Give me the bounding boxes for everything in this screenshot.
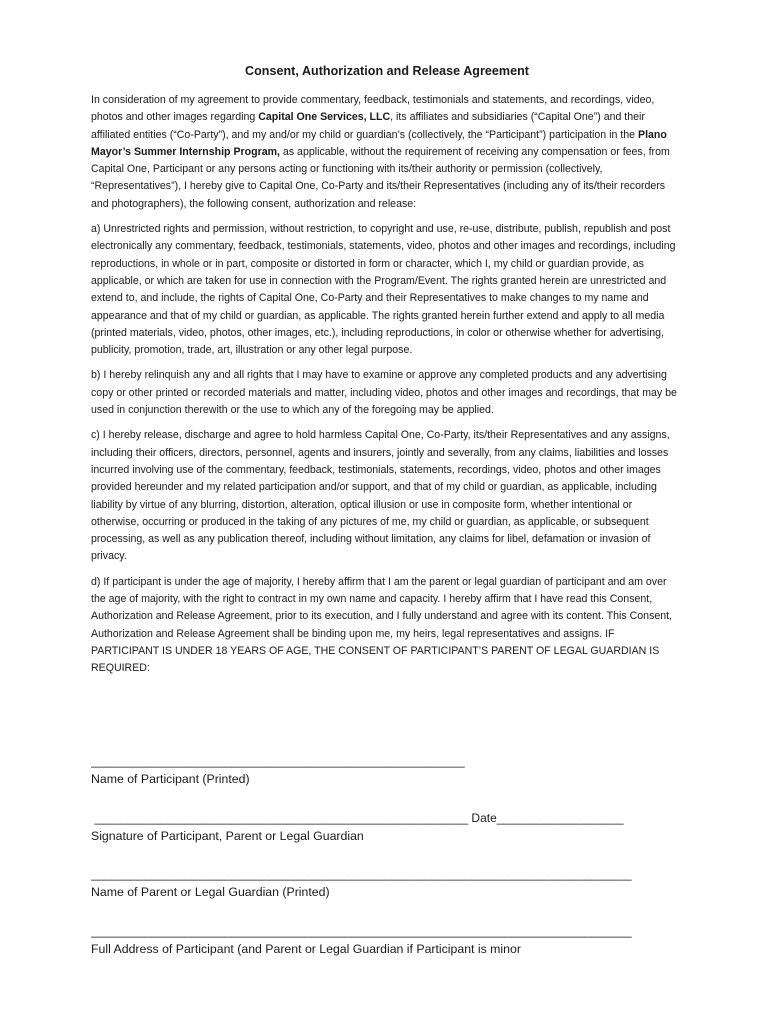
participant-name-field[interactable] [91,754,691,787]
participant-name-line[interactable]: ________________________________________________________ [91,754,465,768]
guardian-name-field[interactable] [91,867,691,900]
clause-a: a) Unrestricted rights and permission, without restriction, to copyright and use, re-use, distribute, publish, republish and post electronically any commentary, feedback, testimonials, statements, video, photos and other images and recordings, including reproductions, in whole or in part, composite or distorted in form or character, which I, my child or guardian provide, as applicable, or which are taken for use in connection with the Program/Event. The rights granted herein are unrestricted and extend to, and include, the rights of Capital One, Co-Party and their Representatives to make changes to my name and appearance and that of my child or guardian, as applicable. The rights granted herein further extend and apply to all media (printed materials, video, photos, other images, etc.), including reproductions, in color or otherwise whether for advertising, publicity, promotion, trade, art, illustration or any other legal purpose. [91,223,676,357]
address-label: Full Address of Participant (and Parent or Legal Guardian if Participant is minor [91,942,521,956]
document-title: Consent, Authorization and Release Agreement [245,64,529,78]
participant-name-label: Name of Participant (Printed) [91,772,250,786]
signature-label: Signature of Participant, Parent or Legal Guardian [91,829,364,843]
intro-text-1: In consideration of my agreement to provide commentary, feedback, testimonials and statements, and recordings, video, photos and other images regarding [91,94,655,124]
intro-text-3: as applicable, without the requirement of receiving any compensation or fees, from Capital One, Participant or any persons acting or functioning with its/their authority or permission (collectively, “Representatives”), I hereby give to Capital One, Co-Party and its/their Representatives (including any of its/their recorders and photographers), the following consent, authorization and release: [91,145,670,210]
clause-d: d) If participant is under the age of majority, I hereby affirm that I am the parent or legal guardian of participant and am over the age of majority, with the right to contract in my own name and capacity. I hereby affirm that I have read this Consent, Authorization and Release Agreement, prior to its execution, and I fully understand and agree with its content. This Consent, Authorization and Release Agreement shall be binding upon me, my heirs, legal representatives and assigns. IF PARTICIPANT IS UNDER 18 YEARS OF AGE, THE CONSENT OF PARTICIPANT’S PARENT OF LEGAL GUARDIAN IS REQUIRED: [91,575,673,675]
guardian-name-label: Name of Parent or Legal Guardian (Printed) [91,885,330,899]
address-field[interactable] [91,924,691,957]
signature-field[interactable] [91,811,691,844]
address-line[interactable]: _________________________________________________________________________________ [91,924,632,938]
guardian-name-line[interactable]: _________________________________________________________________________________ [91,867,632,881]
program-name: Plano Mayor’s Summer Internship Program, [91,128,667,158]
clause-b: b) I hereby relinquish any and all rights that I may have to examine or approve any completed products and any advertising copy or other printed or recorded materials and matter, including video, photos and other images and recordings, that may be used in conjunction therewith or the use to which any of the foregoing may be applied. [91,369,677,417]
company-name: Capital One Services, LLC [258,111,391,124]
intro-text-2: , its affiliates and subsidiaries (“Capital One”) and their affiliated entities (“Co-Party”), and my and/or my child or guardian’s (collectively, the “Participant”) participation in the [91,111,645,141]
clause-c: c) I hereby release, discharge and agree to hold harmless Capital One, Co-Party, its/their Representatives and any assigns, including their officers, directors, personnel, agents and insurers, jointly and severally, from any claims, liabilities and losses incurred involving use of the commentary, feedback, testimonials, statements, recordings, video, photos and other images provided hereunder and my related participation and/or support, and that of my child or guardian, as applicable, including liability by virtue of any blurring, distortion, alteration, optical illusion or use in composite form, whether intentional or otherwise, occurring or produced in the taking of any pictures of me, my child or guardian, as applicable, or subsequent processing, as well as any publication thereof, including without limitation, any claims for libel, defamation or invasion of privacy. [91,429,670,563]
intro-paragraph [91,92,683,213]
signature-date-line[interactable]: ________________________________________________________ Date___________________ [91,811,624,825]
agreement-body [91,64,683,686]
